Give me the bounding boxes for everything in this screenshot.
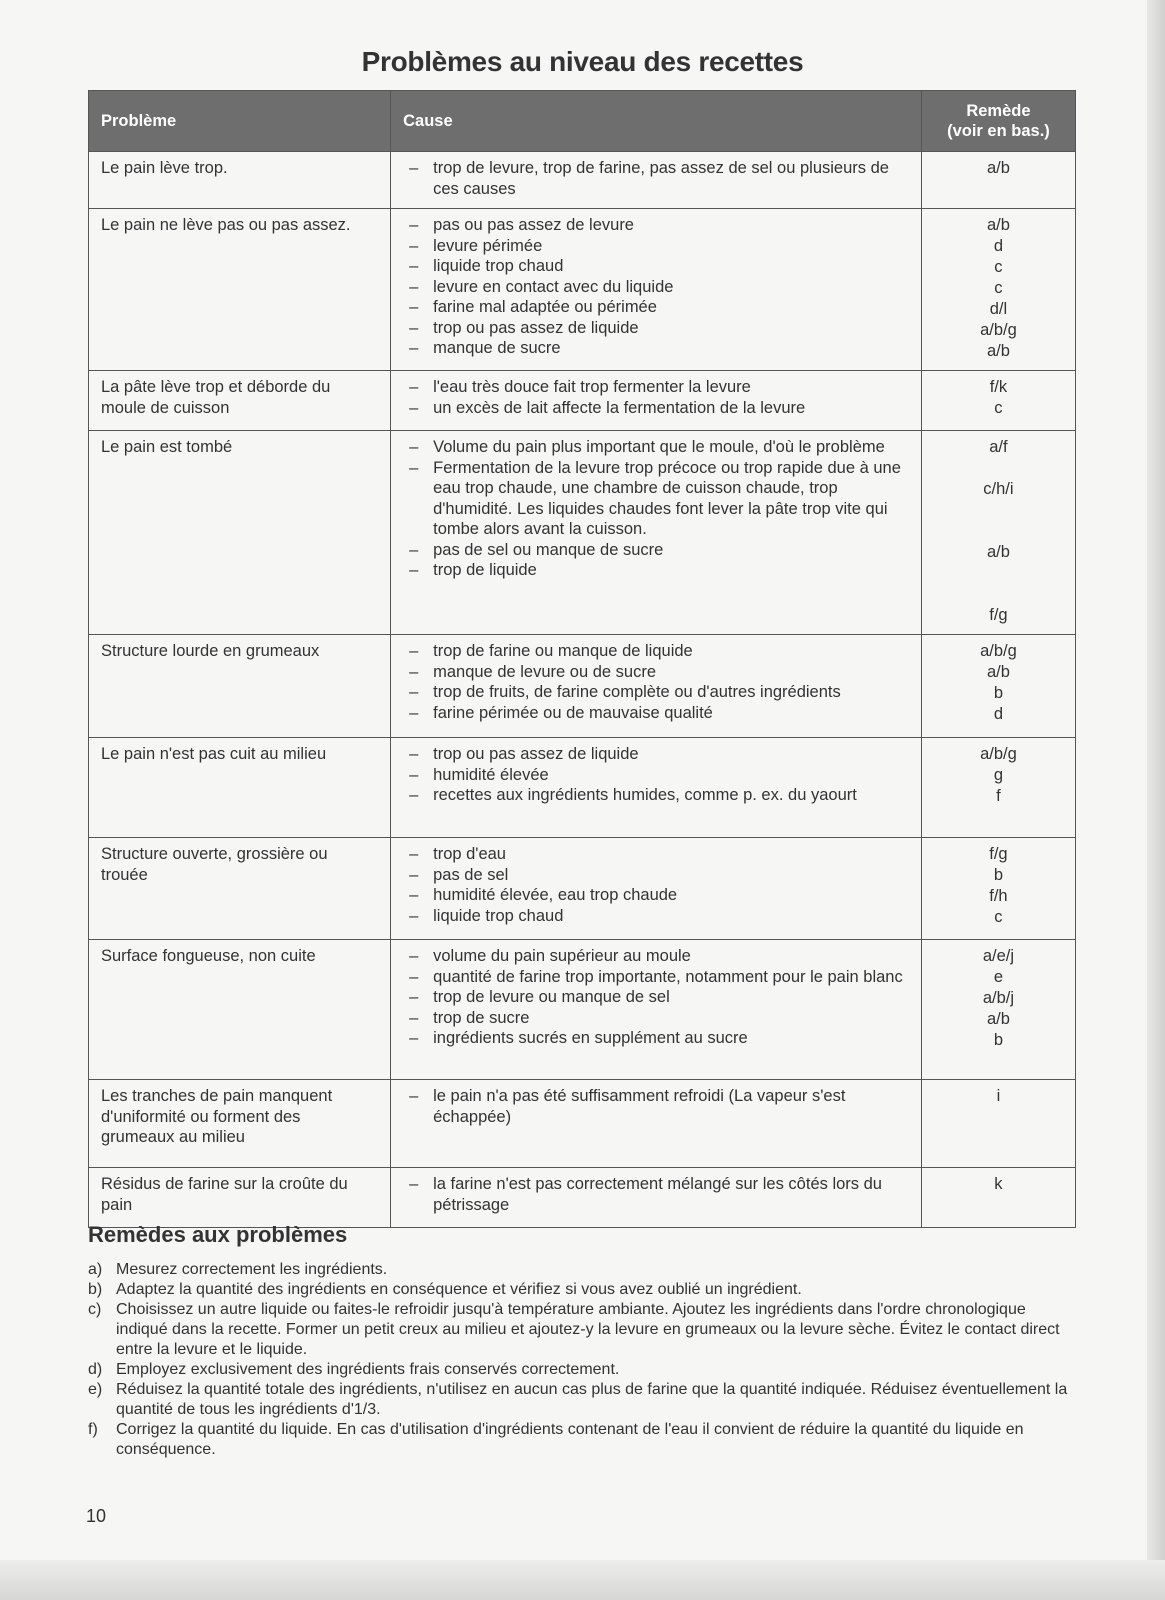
remedy-code: f/k xyxy=(989,378,1008,396)
page-edge-shadow xyxy=(1147,0,1165,1600)
cause-list xyxy=(403,377,909,418)
remedy-code: a/b xyxy=(986,1010,1010,1028)
cause-item: – humidité élevée xyxy=(403,765,909,786)
problem-cell: Les tranches de pain manquent d'uniformité ou forment des grumeaux au milieu xyxy=(89,1080,391,1168)
remedy-spacer xyxy=(934,458,1063,479)
remedy-letter: a) xyxy=(88,1261,103,1278)
remedy-code: k xyxy=(994,1175,1003,1193)
remedy-code: e xyxy=(993,968,1004,986)
cause-item: – liquide trop chaud xyxy=(403,906,909,927)
remedy-cell xyxy=(921,940,1075,1080)
remedies-title: Remèdes aux problèmes xyxy=(88,1222,348,1247)
remedy-code: c xyxy=(994,258,1003,276)
cause-cell xyxy=(391,371,922,431)
problem-cell: Résidus de farine sur la croûte du pain xyxy=(89,1168,391,1228)
cause-item: – trop de liquide xyxy=(403,560,909,581)
remedy-code: b xyxy=(993,684,1004,702)
remedy-code: a/b/g xyxy=(980,642,1017,660)
cause-item: – volume du pain supérieur au moule xyxy=(403,946,909,967)
remedy-text: Employez exclusivement des ingrédients frais conservés correctement. xyxy=(116,1361,620,1378)
remedy-letter: f) xyxy=(88,1421,98,1438)
remedy-letter: c) xyxy=(88,1301,102,1318)
cause-list xyxy=(403,1174,909,1215)
remedy-cell xyxy=(921,209,1075,371)
problem-cell: Le pain ne lève pas ou pas assez. xyxy=(89,209,391,371)
remedy-code: i xyxy=(996,1087,1001,1105)
remedies-section xyxy=(88,1222,1078,1460)
header-remedy-line2: (voir en bas.) xyxy=(947,122,1050,140)
cause-item: – le pain n'a pas été suffisamment refroidi (La vapeur s'est échappée) xyxy=(403,1086,909,1127)
table-row xyxy=(89,738,1076,838)
table-row xyxy=(89,635,1076,738)
remedy-text: Corrigez la quantité du liquide. En cas d'utilisation d'ingrédients contenant de l'eau il convient de réduire la quantité du liquide en conséquence. xyxy=(116,1421,1024,1458)
cause-item: – farine périmée ou de mauvaise qualité xyxy=(403,703,909,724)
cause-item: – trop de levure, trop de farine, pas assez de sel ou plusieurs de ces causes xyxy=(403,158,909,199)
remedy-item xyxy=(88,1420,1078,1460)
page-bottom-shadow xyxy=(0,1560,1165,1600)
cause-item: – trop de levure ou manque de sel xyxy=(403,987,909,1008)
remedy-code: d/l xyxy=(989,300,1008,318)
table-body xyxy=(89,152,1076,1228)
remedy-code: a/b xyxy=(986,342,1010,360)
remedy-spacer xyxy=(934,584,1063,605)
remedy-cell xyxy=(921,1168,1075,1228)
remedy-code: f/g xyxy=(989,845,1008,863)
table-row xyxy=(89,209,1076,371)
remedy-code: a/b xyxy=(986,159,1010,177)
cause-item: – manque de levure ou de sucre xyxy=(403,662,909,683)
table-row xyxy=(89,152,1076,209)
remedy-spacer xyxy=(934,521,1063,542)
remedy-item xyxy=(88,1380,1078,1420)
cause-cell xyxy=(391,152,922,209)
problem-cell: Le pain n'est pas cuit au milieu xyxy=(89,738,391,838)
cause-item: – liquide trop chaud xyxy=(403,256,909,277)
remedy-code: a/b xyxy=(986,216,1010,234)
remedy-code: a/b xyxy=(986,543,1010,561)
problem-cell: Le pain est tombé xyxy=(89,431,391,635)
cause-item: – trop de fruits, de farine complète ou d'autres ingrédients xyxy=(403,682,909,703)
cause-list xyxy=(403,1086,909,1127)
table-header-row xyxy=(89,91,1076,152)
remedy-cell xyxy=(921,838,1075,940)
remedy-item xyxy=(88,1280,1078,1300)
remedy-code: a/e/j xyxy=(982,947,1015,965)
cause-item: – recettes aux ingrédients humides, comme p. ex. du yaourt xyxy=(403,785,909,806)
cause-list xyxy=(403,437,909,581)
remedy-cell xyxy=(921,152,1075,209)
remedy-code: g xyxy=(993,766,1004,784)
problem-cell: Structure lourde en grumeaux xyxy=(89,635,391,738)
table-row xyxy=(89,1168,1076,1228)
cause-list xyxy=(403,158,909,199)
remedy-item xyxy=(88,1260,1078,1280)
remedy-code: f/h xyxy=(989,887,1008,905)
cause-item: – quantité de farine trop importante, notamment pour le pain blanc xyxy=(403,967,909,988)
remedy-code: a/b xyxy=(986,663,1010,681)
table-row xyxy=(89,940,1076,1080)
cause-cell xyxy=(391,635,922,738)
header-cause: Cause xyxy=(391,91,922,152)
remedy-code: d xyxy=(993,237,1004,255)
cause-cell xyxy=(391,1168,922,1228)
page-title: Problèmes au niveau des recettes xyxy=(361,46,804,77)
problem-cell: Le pain lève trop. xyxy=(89,152,391,209)
header-remedy-line1: Remède xyxy=(966,101,1031,120)
remedy-code: f/g xyxy=(989,606,1008,624)
cause-list xyxy=(403,744,909,806)
cause-item: – levure périmée xyxy=(403,236,909,257)
cause-item: – trop de sucre xyxy=(403,1008,909,1029)
cause-list xyxy=(403,215,909,359)
remedy-cell xyxy=(921,738,1075,838)
cause-item: – trop ou pas assez de liquide xyxy=(403,744,909,765)
cause-item: – farine mal adaptée ou périmée xyxy=(403,297,909,318)
remedy-code: a/b/j xyxy=(982,989,1015,1007)
table-row xyxy=(89,371,1076,431)
header-remedy xyxy=(921,91,1075,152)
remedy-text: Réduisez la quantité totale des ingrédients, n'utilisez en aucun cas plus de farine que la quantité indiquée. Réduisez éventuellement la quantité de tous les ingrédients d'1/3. xyxy=(116,1381,1068,1418)
cause-item: – trop d'eau xyxy=(403,844,909,865)
cause-item: – humidité élevée, eau trop chaude xyxy=(403,885,909,906)
cause-cell xyxy=(391,209,922,371)
remedy-code: c/h/i xyxy=(983,480,1014,498)
cause-list xyxy=(403,641,909,723)
remedy-code: a/b/g xyxy=(980,321,1017,339)
cause-cell xyxy=(391,940,922,1080)
remedy-code: c xyxy=(994,399,1003,417)
remedy-letter: d) xyxy=(88,1361,103,1378)
remedy-spacer xyxy=(934,563,1063,584)
remedy-text: Adaptez la quantité des ingrédients en conséquence et vérifiez si vous avez oublié un ingrédient. xyxy=(116,1281,802,1298)
remedy-cell xyxy=(921,371,1075,431)
header-problem: Problème xyxy=(89,91,391,152)
problem-cell: Surface fongueuse, non cuite xyxy=(89,940,391,1080)
cause-item: – Volume du pain plus important que le moule, d'où le problème xyxy=(403,437,909,458)
cause-list xyxy=(403,946,909,1049)
remedies-list xyxy=(88,1260,1078,1460)
remedy-code: c xyxy=(994,908,1003,926)
cause-item: – l'eau très douce fait trop fermenter la levure xyxy=(403,377,909,398)
cause-item: – pas de sel ou manque de sucre xyxy=(403,540,909,561)
remedy-text: Mesurez correctement les ingrédients. xyxy=(116,1261,388,1278)
remedy-letter: e) xyxy=(88,1381,103,1398)
problem-cell: La pâte lève trop et déborde du moule de cuisson xyxy=(89,371,391,431)
cause-list xyxy=(403,844,909,926)
cause-cell xyxy=(391,838,922,940)
cause-item: – Fermentation de la levure trop précoce ou trop rapide due à une eau trop chaude, une chambre de cuisson chaude, trop d'humidité. Les liquides chaudes font lever la pâte trop vite qui tombe alors avant la cuisson. xyxy=(403,458,909,540)
cause-item: – manque de sucre xyxy=(403,338,909,359)
cause-cell xyxy=(391,431,922,635)
remedy-code: a/b/g xyxy=(980,745,1017,763)
table-row xyxy=(89,431,1076,635)
remedy-item xyxy=(88,1360,1078,1380)
table-row xyxy=(89,838,1076,940)
remedy-letter: b) xyxy=(88,1281,103,1298)
remedy-spacer xyxy=(934,500,1063,521)
remedy-code: b xyxy=(993,866,1004,884)
cause-item: – ingrédients sucrés en supplément au sucre xyxy=(403,1028,909,1049)
cause-item: – trop de farine ou manque de liquide xyxy=(403,641,909,662)
problem-cell: Structure ouverte, grossière ou trouée xyxy=(89,838,391,940)
remedy-code: f xyxy=(996,787,1001,805)
remedy-code: b xyxy=(993,1031,1004,1049)
cause-item: – un excès de lait affecte la fermentation de la levure xyxy=(403,398,909,419)
cause-cell xyxy=(391,738,922,838)
cause-cell xyxy=(391,1080,922,1168)
remedy-text: Choisissez un autre liquide ou faites-le refroidir jusqu'à température ambiante. Ajoutez les ingrédients dans l'ordre chronologique indiqué dans la recette. Former un petit creux au milieu et ajoutez-y la levure en grumeaux ou la levure sèche. Évitez le contact direct entre la levure et le liquide. xyxy=(116,1301,1060,1358)
cause-item: – pas ou pas assez de levure xyxy=(403,215,909,236)
cause-item: – levure en contact avec du liquide xyxy=(403,277,909,298)
cause-item: – pas de sel xyxy=(403,865,909,886)
remedy-cell xyxy=(921,431,1075,635)
cause-item: – trop ou pas assez de liquide xyxy=(403,318,909,339)
remedy-code: c xyxy=(994,279,1003,297)
remedy-code: d xyxy=(993,705,1004,723)
remedy-cell xyxy=(921,635,1075,738)
table-row xyxy=(89,1080,1076,1168)
problems-table xyxy=(88,90,1076,1228)
cause-item: – la farine n'est pas correctement mélangé sur les côtés lors du pétrissage xyxy=(403,1174,909,1215)
remedy-code: a/f xyxy=(989,438,1008,456)
remedy-item xyxy=(88,1300,1078,1360)
remedy-cell xyxy=(921,1080,1075,1168)
page-number: 10 xyxy=(86,1506,107,1526)
